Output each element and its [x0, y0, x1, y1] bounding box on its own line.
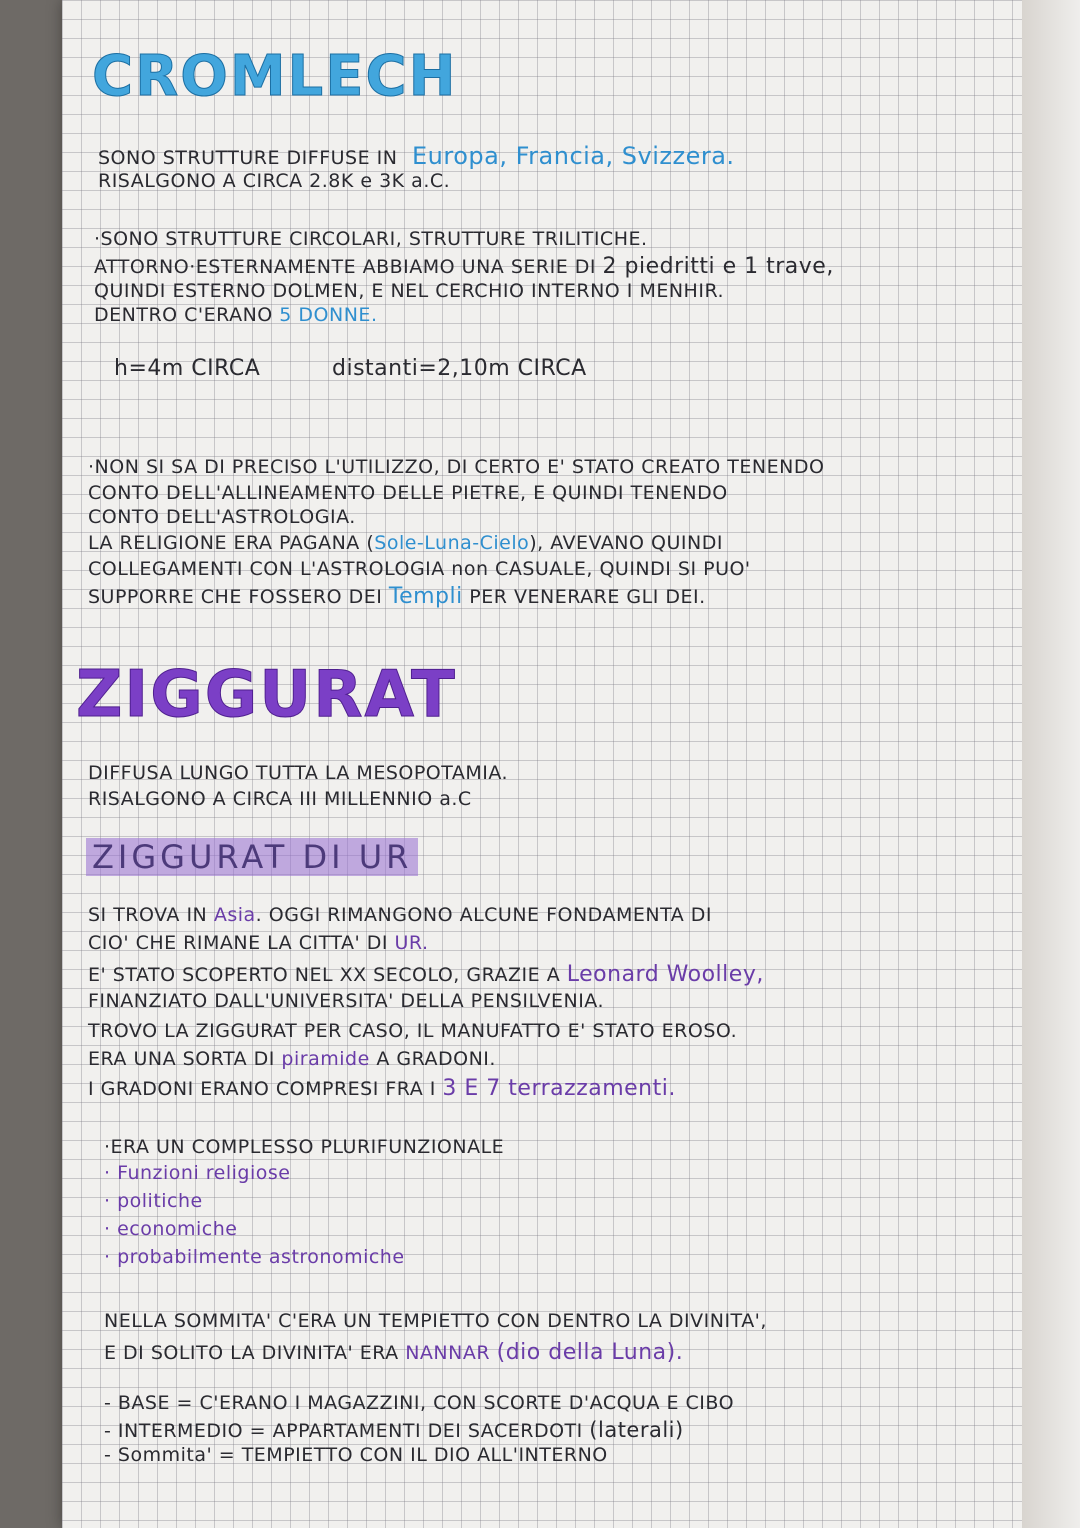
text-line: LA RELIGIONE ERA PAGANA (Sole-Luna-Cielo), AVEVANO QUINDI	[88, 532, 723, 554]
highlight-woolley: Leonard Woolley,	[566, 962, 764, 987]
text-line: TROVO LA ZIGGURAT PER CASO, IL MANUFATTO E' STATO EROSO.	[88, 1020, 738, 1042]
text-line: - INTERMEDIO = APPARTAMENTI DEI SACERDOTI (laterali)	[104, 1418, 684, 1442]
text-line: ·ERA UN COMPLESSO PLURIFUNZIONALE	[104, 1136, 505, 1158]
text-line: RISALGONO A CIRCA 2.8K e 3K a.C.	[98, 170, 451, 192]
text-line: QUINDI ESTERNO DOLMEN, E NEL CERCHIO INTERNO I MENHIR.	[94, 280, 725, 302]
text-line: CONTO DELL'ALLINEAMENTO DELLE PIETRE, E QUINDI TENENDO	[88, 482, 728, 504]
text-line: E DI SOLITO LA DIVINITA' ERA NANNAR (dio della Luna).	[104, 1340, 684, 1365]
highlight-5-donne: 5 DONNE.	[279, 304, 378, 326]
measure-distance: distanti=2,10m CIRCA	[332, 356, 587, 381]
page-edge	[1022, 0, 1080, 1528]
text-line: DENTRO C'ERANO 5 DONNE.	[94, 304, 378, 326]
text-line: ·NON SI SA DI PRECISO L'UTILIZZO, DI CERTO E' STATO CREATO TENENDO	[88, 456, 825, 478]
text-line: COLLEGAMENTI CON L'ASTROLOGIA non CASUALE, QUINDI SI PUO'	[88, 558, 751, 580]
text-line: ·SONO STRUTTURE CIRCOLARI, STRUTTURE TRILITICHE.	[94, 228, 648, 250]
list-item: · politiche	[104, 1190, 203, 1212]
measure-height: h=4m CIRCA	[114, 356, 261, 381]
text-line: CIO' CHE RIMANE LA CITTA' DI UR.	[88, 932, 429, 954]
text-line: SUPPORRE CHE FOSSERO DEI Templi PER VENERARE GLI DEI.	[88, 584, 706, 609]
text-line: ERA UNA SORTA DI piramide A GRADONI.	[88, 1048, 496, 1070]
text-line: NELLA SOMMITA' C'ERA UN TEMPIETTO CON DENTRO LA DIVINITA',	[104, 1310, 767, 1332]
heading-cromlech: CROMLECH	[92, 44, 458, 109]
list-item: · Funzioni religiose	[104, 1162, 291, 1184]
text-line: E' STATO SCOPERTO NEL XX SECOLO, GRAZIE A Leonard Woolley,	[88, 962, 764, 987]
highlight-templi: Templi	[388, 584, 463, 609]
list-item: · probabilmente astronomiche	[104, 1246, 405, 1268]
heading-ziggurat: ZIGGURAT	[76, 658, 457, 732]
text-line: SI TROVA IN Asia. OGGI RIMANGONO ALCUNE FONDAMENTA DI	[88, 904, 712, 926]
text-line: DIFFUSA LUNGO TUTTA LA MESOPOTAMIA.	[88, 762, 509, 784]
highlight-terrazzamenti: 3 E 7 terrazzamenti.	[442, 1076, 676, 1101]
text-line: CONTO DELL'ASTROLOGIA.	[88, 506, 356, 528]
text-line: SONO STRUTTURE DIFFUSE IN Europa, Francia, Svizzera.	[98, 142, 735, 170]
text-line: ATTORNO·ESTERNAMENTE ABBIAMO UNA SERIE DI 2 piedritti e 1 trave,	[94, 254, 834, 279]
text-line: - Sommita' = TEMPIETTO CON IL DIO ALL'INTERNO	[104, 1444, 608, 1466]
places-highlight: Europa, Francia, Svizzera.	[412, 142, 735, 170]
text-line: RISALGONO A CIRCA III MILLENNIO a.C	[88, 788, 472, 810]
text-line: FINANZIATO DALL'UNIVERSITA' DELLA PENSILVENIA.	[88, 990, 605, 1012]
text-line: - BASE = C'ERANO I MAGAZZINI, CON SCORTE D'ACQUA E CIBO	[104, 1392, 735, 1414]
subheading-ziggurat-di-ur: ZIGGURAT DI UR	[86, 838, 418, 876]
text-line: I GRADONI ERANO COMPRESI FRA I 3 E 7 terrazzamenti.	[88, 1076, 676, 1101]
list-item: · economiche	[104, 1218, 238, 1240]
